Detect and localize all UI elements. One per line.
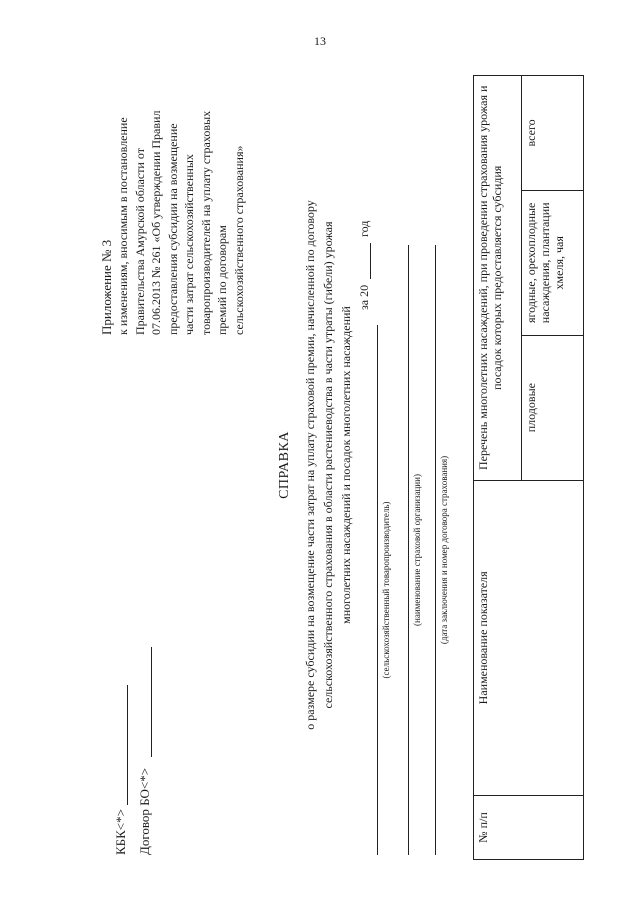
producer-field-line[interactable] [377, 325, 378, 855]
col-num-header: № п/п [474, 796, 584, 860]
contract-caption: (дата заключения и номер договора страхования) [439, 455, 449, 645]
kbk-field-line[interactable] [127, 685, 128, 805]
annex-line: к изменениям, вносимым в постановление [116, 117, 130, 335]
doc-subtitle [301, 65, 355, 865]
annex-line: предоставления субсидии на возмещение [165, 123, 180, 335]
col-name-header: Наименование показателя [474, 480, 584, 796]
subtitle-line: многолетних насаждений и посадок многолетних насаждений [339, 306, 353, 624]
kbk-label: КБК<*> [113, 809, 128, 855]
insurer-field-line[interactable] [408, 245, 409, 855]
year-suffix: год [357, 220, 371, 237]
annex-line: части затрат сельскохозяйственных [182, 154, 196, 335]
annex-line: товаропроизводителей на уплату страховых [198, 110, 213, 335]
table-header-row [474, 76, 522, 860]
subtitle-line: сельскохозяйственного страхования в области растениеводства в части утраты (гибели) урожая [321, 221, 335, 709]
sub-total-header: всего [522, 76, 584, 191]
page-number: 13 [314, 34, 326, 48]
year-prefix: за 20 [357, 284, 371, 310]
contract-field-line[interactable] [435, 245, 436, 855]
doc-title: СПРАВКА [277, 431, 292, 499]
sub-berry-header: ягодные, орехоплодные насаждения, плантации хмеля, чая [522, 190, 584, 335]
sub-fruit-header: плодовые [522, 335, 584, 480]
insurer-caption: (наименование страховой организации) [412, 474, 422, 626]
annex-block [98, 111, 247, 335]
annex-line: Правительства Амурской области от [132, 148, 147, 335]
annex-line: 07.06.2013 № 261 «Об утверждении Правил [149, 110, 163, 335]
annex-title: Приложение № 3 [99, 239, 114, 335]
subtitle-line: о размере субсидии на возмещение части затрат на уплату страховой премии, начисленной по договору [303, 200, 317, 730]
data-table [473, 75, 584, 860]
col-group-header: Перечень многолетних насаждений, при проведении страхования урожая и посадок которых предоставляется субсидия [474, 76, 522, 481]
annex-line: сельскохозяйственного страхования» [231, 145, 246, 335]
contract-field-line[interactable] [151, 647, 152, 757]
contract-label: Договор БО<*> [137, 767, 152, 855]
producer-caption: (сельскохозяйственный товаропроизводитель) [381, 501, 391, 679]
rotated-sheet [75, 65, 635, 865]
annex-line: премий по договорам [215, 225, 229, 335]
year-field-line[interactable] [370, 243, 371, 279]
